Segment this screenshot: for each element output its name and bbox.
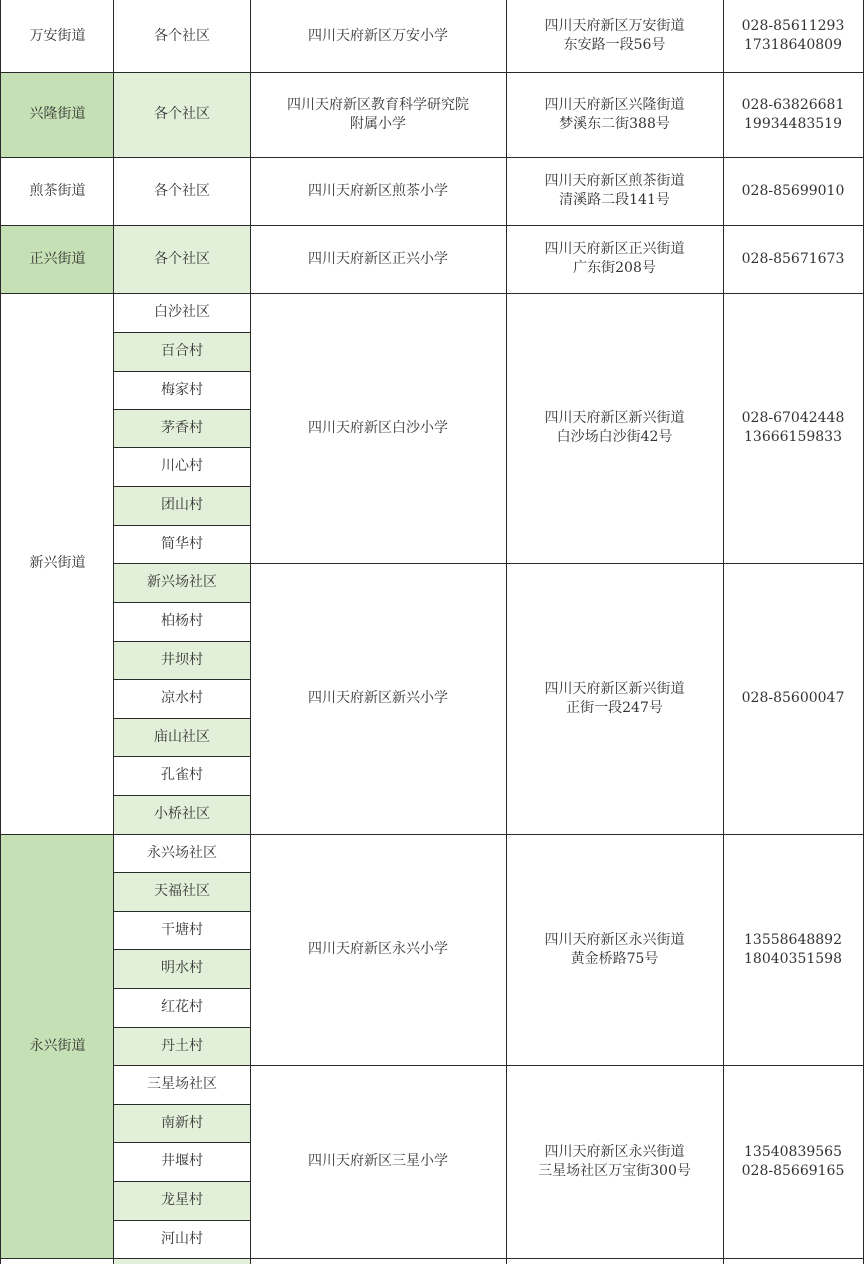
community-cell: 百合村 xyxy=(161,343,203,359)
address-cell: 四川天府新区新兴街道 正街一段247号 xyxy=(544,680,685,716)
school-cell: 四川天府新区万安小学 xyxy=(308,27,448,44)
community-cell: 各个社区 xyxy=(154,27,210,44)
community-cell: 简华村 xyxy=(161,535,203,552)
phone-cell: 028-85699010 xyxy=(741,182,845,199)
street-cell: 万安街道 xyxy=(29,27,86,44)
community-cell: 南新村 xyxy=(161,1114,203,1131)
phone-cell: 13540839565 028-85669165 xyxy=(741,1143,845,1179)
community-cell: 明水村 xyxy=(161,960,203,976)
community-cell: 永兴场社区 xyxy=(147,844,217,861)
school-cell: 四川天府新区白沙小学 xyxy=(308,419,448,436)
community-cell: 小桥社区 xyxy=(154,806,210,822)
community-cell: 河山村 xyxy=(161,1230,203,1247)
school-cell: 四川天府新区正兴小学 xyxy=(308,250,448,267)
community-cell: 白沙社区 xyxy=(154,304,210,320)
community-cell: 梅家村 xyxy=(161,381,203,398)
community-cell: 丹土村 xyxy=(161,1037,203,1054)
address-cell: 四川天府新区新兴街道 白沙场白沙街42号 xyxy=(544,410,685,445)
address-cell: 四川天府新区正兴街道 广东街208号 xyxy=(544,241,685,276)
community-cell: 庙山社区 xyxy=(154,728,210,745)
street-cell: 永兴街道 xyxy=(29,1037,86,1054)
community-cell: 龙星村 xyxy=(161,1192,203,1208)
community-cell: 川心村 xyxy=(161,458,203,474)
street-cell: 正兴街道 xyxy=(29,250,86,267)
phone-cell: 028-85611293 17318640809 xyxy=(741,18,845,53)
address-cell: 四川天府新区永兴街道 黄金桥路75号 xyxy=(544,931,685,967)
phone-cell: 028-85671673 xyxy=(741,250,845,267)
community-cell: 团山村 xyxy=(161,497,203,513)
address-cell: 四川天府新区煎茶街道 清溪路二段141号 xyxy=(544,173,685,208)
phone-cell: 13558648892 18040351598 xyxy=(744,931,842,967)
street-cell: 新兴街道 xyxy=(29,555,86,571)
school-cell: 四川天府新区煎茶小学 xyxy=(308,182,448,199)
community-cell: 新兴场社区 xyxy=(147,574,217,590)
school-cell: 四川天府新区永兴小学 xyxy=(308,941,448,957)
phone-cell: 028-67042448 13666159833 xyxy=(741,410,845,445)
address-cell: 四川天府新区兴隆街道 梦溪东二街388号 xyxy=(544,96,685,132)
community-cell: 茅香村 xyxy=(161,419,203,436)
address-cell: 四川天府新区永兴街道 三星场社区万宝街300号 xyxy=(538,1143,691,1179)
community-cell: 红花村 xyxy=(161,999,203,1015)
community-cell: 三星场社区 xyxy=(147,1076,217,1092)
street-cell: 煎茶街道 xyxy=(29,182,86,199)
street-cell: 兴隆街道 xyxy=(29,106,86,122)
school-cell: 四川天府新区三星小学 xyxy=(308,1153,448,1169)
community-cell: 各个社区 xyxy=(154,106,210,122)
address-cell: 四川天府新区万安街道 东安路一段56号 xyxy=(544,18,685,53)
phone-cell: 028-85600047 xyxy=(741,690,845,706)
community-cell: 干塘村 xyxy=(161,921,203,938)
community-cell: 天福社区 xyxy=(154,883,210,899)
school-cell: 四川天府新区教育科学研究院 附属小学 xyxy=(287,96,469,132)
community-cell: 柏杨村 xyxy=(161,613,203,629)
community-cell: 各个社区 xyxy=(154,182,210,199)
community-cell: 孔雀村 xyxy=(161,767,203,783)
community-cell: 井坝村 xyxy=(161,651,203,668)
community-cell: 井堰村 xyxy=(161,1153,203,1169)
phone-cell: 028-63826681 19934483519 xyxy=(741,96,845,132)
community-cell: 各个社区 xyxy=(154,250,210,267)
school-cell: 四川天府新区新兴小学 xyxy=(308,690,448,706)
community-cell: 凉水村 xyxy=(161,690,203,706)
